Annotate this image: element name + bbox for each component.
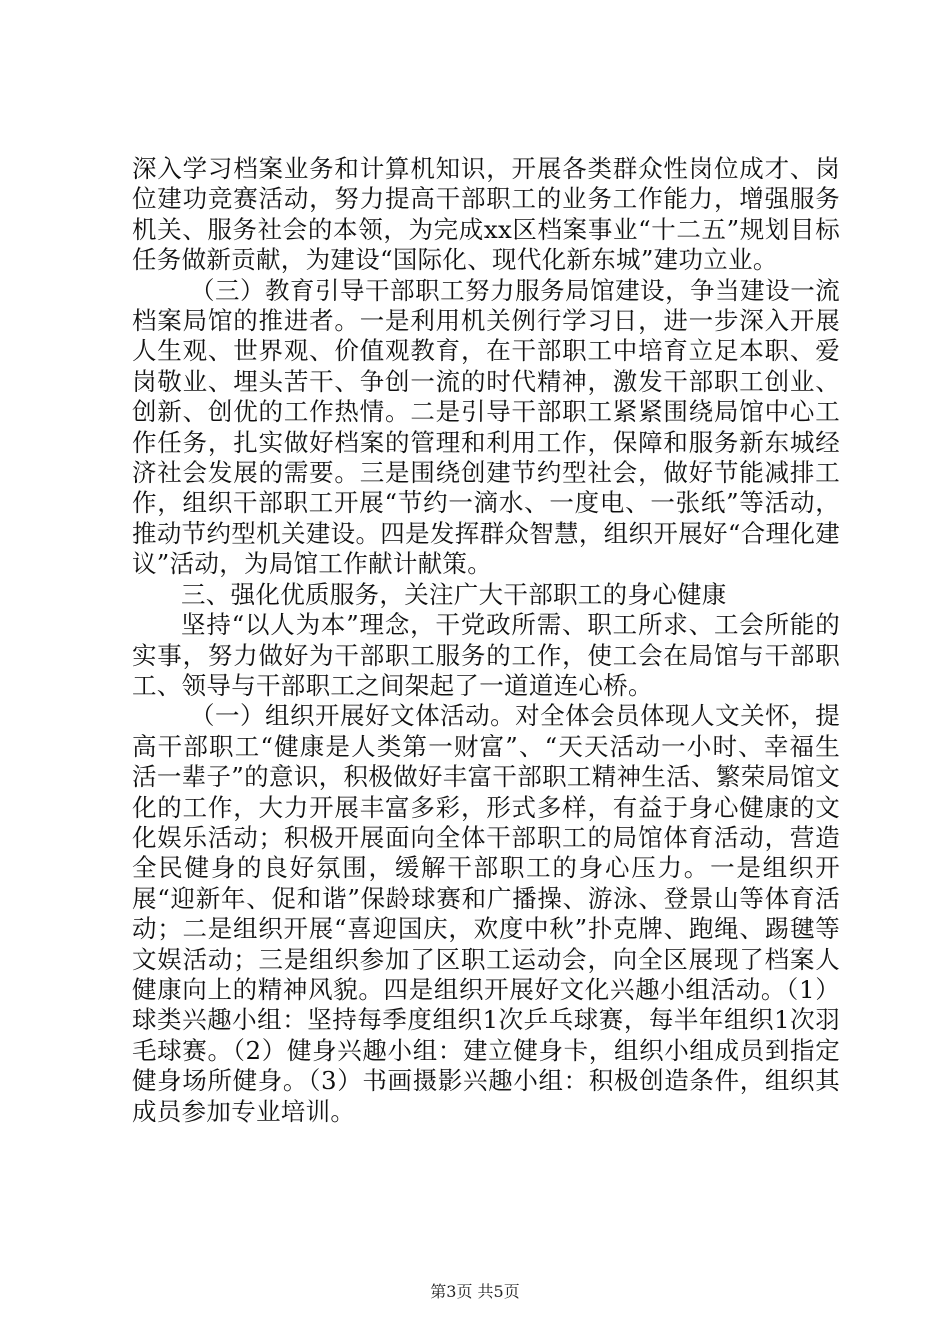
paragraph-continuation: 深入学习档案业务和计算机知识，开展各类群众性岗位成才、岗位建功竞赛活动，努力提高干部职工的业务工作能力，增强服务机关、服务社会的本领，为完成xx区档案事业“十二五”规划目标任务做新贡献，为建设“国际化、现代化新东城”建功立业。 (132, 154, 840, 275)
document-body (132, 154, 840, 1127)
section-heading: 三、强化优质服务，关注广大干部职工的身心健康 (181, 579, 727, 609)
page-number-footer: 第3页 共5页 (430, 1282, 520, 1301)
paragraph-intro: 坚持“以人为本”理念，干党政所需、职工所求、工会所能的实事，努力做好为干部职工服务的工作，使工会在局馆与干部职工、领导与干部职工之间架起了一道道连心桥。 (132, 610, 840, 700)
paragraph-sub-one: （一）组织开展好文体活动。对全体会员体现人文关怀，提高干部职工“健康是人类第一财富”、“天天活动一小时、幸福生活一辈子”的意识，积极做好丰富干部职工精神生活、繁荣局馆文化的工作，大力开展丰富多彩，形式多样，有益于身心健康的文化娱乐活动；积极开展面向全体干部职工的局馆体育活动，营造全民健身的良好氛围，缓解干部职工的身心压力。一是组织开展“迎新年、促和谐”保龄球赛和广播操、游泳、登景山等体育活动；二是组织开展“喜迎国庆，欢度中秋”扑克牌、跑绳、踢毽等文娱活动；三是组织参加了区职工运动会，向全区展现了档案人健康向上的精神风貌。四是组织开展好文化兴趣小组活动。（1）球类兴趣小组：坚持每季度组织1次乒乓球赛，每半年组织1次羽毛球赛。（2）健身兴趣小组：建立健身卡，组织小组成员到指定健身场所健身。（3）书画摄影兴趣小组：积极创造条件，组织其成员参加专业培训。 (132, 701, 840, 1126)
paragraph-section-three-sub: （三）教育引导干部职工努力服务局馆建设，争当建设一流档案局馆的推进者。一是利用机关例行学习日，进一步深入开展人生观、世界观、价值观教育，在干部职工中培育立足本职、爱岗敬业、埋头苦干、争创一流的时代精神，激发干部职工创业、创新、创优的工作热情。二是引导干部职工紧紧围绕局馆中心工作任务，扎实做好档案的管理和利用工作，保障和服务新东城经济社会发展的需要。三是围绕创建节约型社会，做好节能减排工作，组织干部职工开展“节约一滴水、一度电、一张纸”等活动，推动节约型机关建设。四是发挥群众智慧，组织开展好“合理化建议”活动，为局馆工作献计献策。 (132, 275, 840, 579)
